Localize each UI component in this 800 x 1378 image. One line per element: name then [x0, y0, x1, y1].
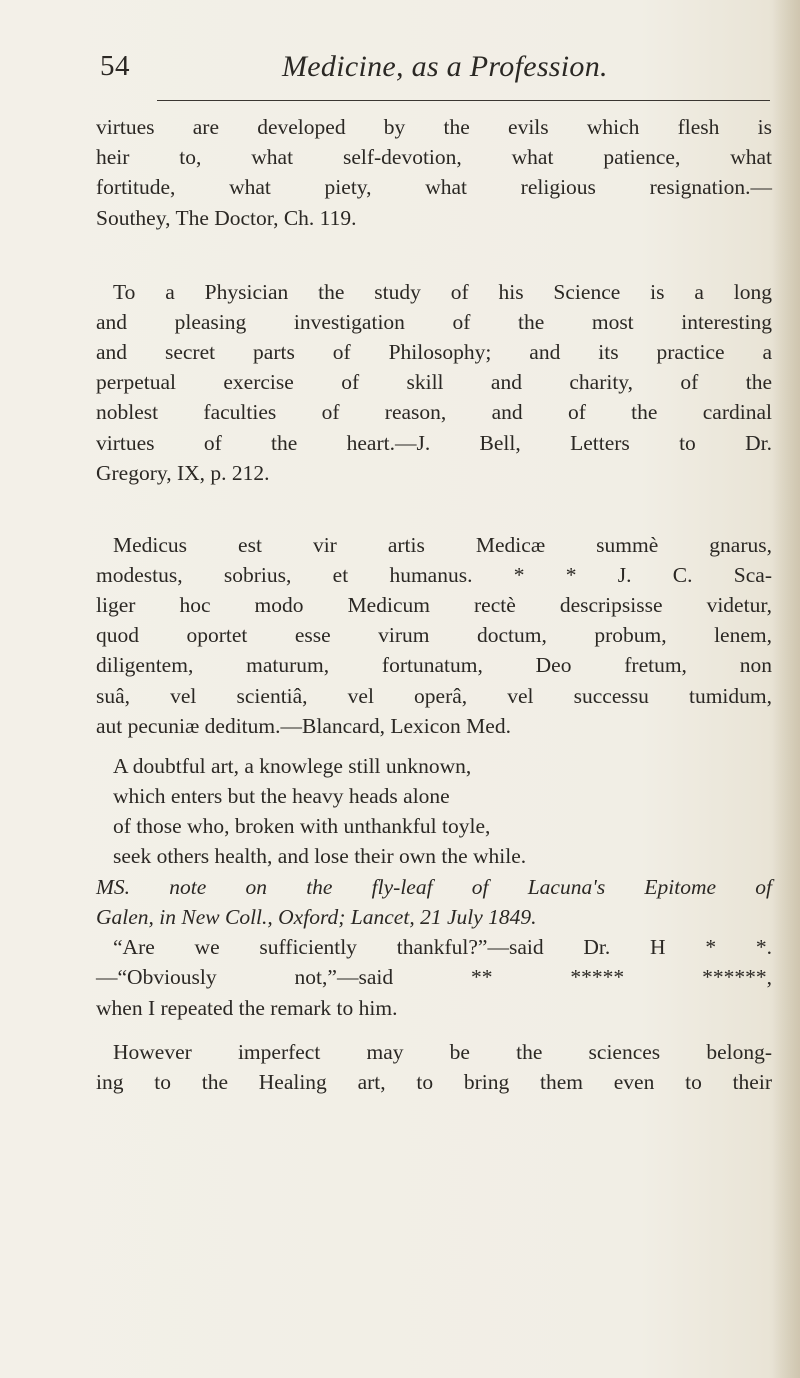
- text-line: liger hoc modo Medicum rectè descripsisse videtur,: [96, 593, 772, 617]
- text-line: diligentem, maturum, fortunatum, Deo fretum, non: [96, 653, 772, 677]
- text-line: noblest faculties of reason, and of the cardinal: [96, 400, 772, 424]
- page-edge-shadow: [772, 0, 800, 1378]
- verse-source: Galen, in New Coll., Oxford; Lancet, 21 July 1849.: [96, 905, 537, 929]
- text-line: Medicus est vir artis Medicæ summè gnarus,: [113, 533, 772, 557]
- page-number: 54: [100, 50, 130, 82]
- running-title: Medicine, as a Profession.: [282, 50, 608, 83]
- verse-line: which enters but the heavy heads alone: [113, 784, 450, 808]
- text-line: when I repeated the remark to him.: [96, 996, 398, 1020]
- text-line: aut pecuniæ deditum.—Blancard, Lexicon Med.: [96, 714, 511, 738]
- text-line: heir to, what self-devotion, what patience, what: [96, 145, 772, 169]
- text-line: and pleasing investigation of the most interesting: [96, 310, 772, 334]
- text-line: perpetual exercise of skill and charity, of the: [96, 370, 772, 394]
- text-line: Gregory, IX, p. 212.: [96, 461, 270, 485]
- verse-line: of those who, broken with unthankful toyle,: [113, 814, 491, 838]
- text-line: Southey, The Doctor, Ch. 119.: [96, 206, 357, 230]
- page-header: [100, 50, 760, 100]
- verse-line: A doubtful art, a knowlege still unknown,: [113, 754, 472, 778]
- text-line: To a Physician the study of his Science is a long: [113, 280, 772, 304]
- header-rule: [157, 100, 770, 101]
- text-line: quod oportet esse virum doctum, probum, lenem,: [96, 623, 772, 647]
- text-line: fortitude, what piety, what religious resignation.—: [96, 175, 772, 199]
- text-line: suâ, vel scientiâ, vel operâ, vel successu tumidum,: [96, 684, 772, 708]
- verse-source: MS. note on the fly-leaf of Lacuna's Epitome of: [96, 875, 772, 899]
- verse-line: seek others health, and lose their own the while.: [113, 844, 527, 868]
- text-line: modestus, sobrius, et humanus. * * J. C. Sca-: [96, 563, 772, 587]
- text-line: However imperfect may be the sciences belong-: [113, 1040, 772, 1064]
- text-line: “Are we sufficiently thankful?”—said Dr. H * *.: [113, 935, 772, 959]
- text-line: virtues are developed by the evils which flesh is: [96, 115, 772, 139]
- text-line: ing to the Healing art, to bring them even to their: [96, 1070, 772, 1094]
- text-line: virtues of the heart.—J. Bell, Letters to Dr.: [96, 431, 772, 455]
- text-line: and secret parts of Philosophy; and its practice a: [96, 340, 772, 364]
- text-line: —“Obviously not,”—said ** ***** ******,: [96, 965, 772, 989]
